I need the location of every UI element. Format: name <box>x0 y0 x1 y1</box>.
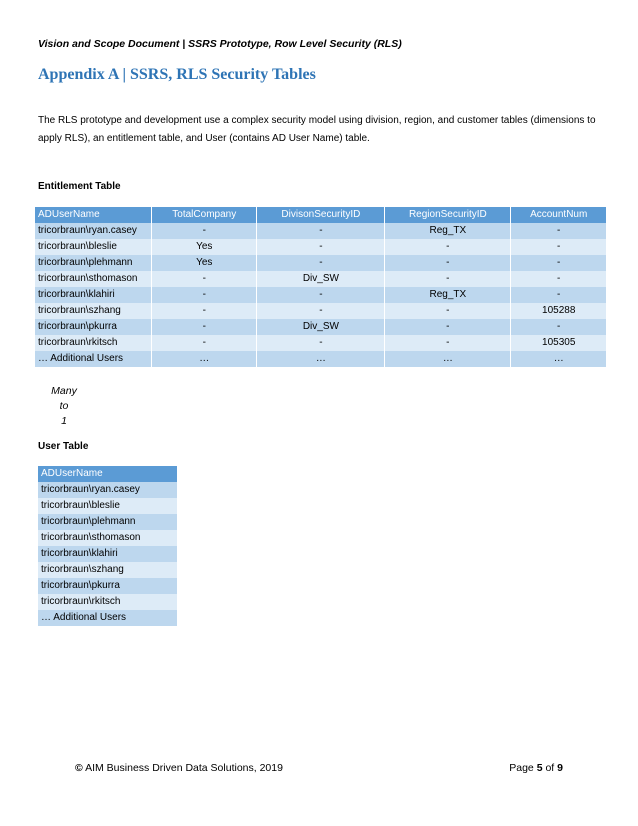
table-cell: … <box>152 351 257 367</box>
table-header-row <box>38 466 178 482</box>
table-row <box>35 271 607 287</box>
column-header: AccountNum <box>511 207 607 223</box>
column-header: DivisonSecurityID <box>257 207 385 223</box>
table-cell: … <box>385 351 511 367</box>
intro-paragraph: The RLS prototype and development use a complex security model using division, region, and customer tables (dimensions to apply RLS), an entitlement table, and User (contains AD User Name) table. <box>38 115 596 144</box>
table-row <box>35 351 607 367</box>
table-cell: - <box>257 223 385 239</box>
table-cell: tricorbraun\klahiri <box>35 287 152 303</box>
table-cell: Yes <box>152 239 257 255</box>
table-cell: - <box>257 239 385 255</box>
table-header-row <box>35 207 607 223</box>
table-cell: - <box>152 335 257 351</box>
relationship-label-line: 1 <box>61 415 67 427</box>
table-cell: tricorbraun\plehmann <box>35 255 152 271</box>
table-cell: - <box>385 255 511 271</box>
table-row <box>38 498 178 514</box>
table-cell: - <box>385 239 511 255</box>
column-header: TotalCompany <box>152 207 257 223</box>
table-row <box>38 594 178 610</box>
table-row <box>38 482 178 498</box>
relationship-label <box>50 384 78 429</box>
table-cell: Div_SW <box>257 319 385 335</box>
table-cell: tricorbraun\sthomason <box>38 530 178 546</box>
column-header: ADUserName <box>38 466 178 482</box>
table-cell: tricorbraun\sthomason <box>35 271 152 287</box>
table-cell: - <box>511 255 607 271</box>
table-cell: tricorbraun\rkitsch <box>35 335 152 351</box>
footer-company: AIM Business Driven Data Solutions, 2019 <box>85 762 283 774</box>
table-cell: tricorbraun\ryan.casey <box>35 223 152 239</box>
footer-page-number <box>509 762 563 774</box>
table-row <box>38 610 178 626</box>
user-table-heading: User Table <box>38 441 89 452</box>
table-cell: tricorbraun\szhang <box>38 562 178 578</box>
table-cell: - <box>152 271 257 287</box>
table-cell: - <box>152 223 257 239</box>
column-header: ADUserName <box>35 207 152 223</box>
table-cell: - <box>152 319 257 335</box>
table-cell: - <box>511 239 607 255</box>
relationship-label-line: Many <box>51 385 77 397</box>
table-cell: - <box>385 319 511 335</box>
table-cell: … <box>511 351 607 367</box>
table-row <box>35 303 607 319</box>
table-cell: Div_SW <box>257 271 385 287</box>
table-row <box>35 239 607 255</box>
entitlement-table-heading: Entitlement Table <box>38 181 121 192</box>
table-row <box>38 578 178 594</box>
page-title: Appendix A | SSRS, RLS Security Tables <box>38 66 316 83</box>
page-current: 5 <box>536 762 543 774</box>
table-cell: Reg_TX <box>385 287 511 303</box>
table-cell: - <box>385 303 511 319</box>
table-cell: tricorbraun\rkitsch <box>38 594 178 610</box>
table-cell: tricorbraun\bleslie <box>38 498 178 514</box>
table-cell: tricorbraun\ryan.casey <box>38 482 178 498</box>
table-cell: - <box>385 335 511 351</box>
table-cell: - <box>257 303 385 319</box>
table-cell: 105288 <box>511 303 607 319</box>
table-row <box>35 335 607 351</box>
table-cell: tricorbraun\bleslie <box>35 239 152 255</box>
footer-copyright <box>75 762 283 774</box>
table-cell: - <box>257 335 385 351</box>
table-cell: - <box>152 287 257 303</box>
document-header: Vision and Scope Document | SSRS Prototype, Row Level Security (RLS) <box>38 38 402 50</box>
table-cell: … Additional Users <box>38 610 178 626</box>
table-row <box>35 287 607 303</box>
table-row <box>38 514 178 530</box>
table-cell: - <box>511 271 607 287</box>
table-cell: - <box>511 319 607 335</box>
table-cell: - <box>152 303 257 319</box>
table-cell: tricorbraun\plehmann <box>38 514 178 530</box>
table-cell: tricorbraun\pkurra <box>38 578 178 594</box>
table-row <box>38 562 178 578</box>
table-cell: … <box>257 351 385 367</box>
copyright-icon: © <box>75 762 83 774</box>
table-cell: tricorbraun\pkurra <box>35 319 152 335</box>
table-cell: - <box>511 223 607 239</box>
table-cell: … Additional Users <box>35 351 152 367</box>
table-cell: - <box>385 271 511 287</box>
table-row <box>38 530 178 546</box>
table-cell: tricorbraun\klahiri <box>38 546 178 562</box>
table-cell: - <box>257 255 385 271</box>
table-cell: - <box>257 287 385 303</box>
table-cell: 105305 <box>511 335 607 351</box>
table-row <box>38 546 178 562</box>
page-label: Page <box>509 762 534 774</box>
table-cell: - <box>511 287 607 303</box>
page-of: of <box>545 762 555 774</box>
table-cell: tricorbraun\szhang <box>35 303 152 319</box>
table-row <box>35 319 607 335</box>
entitlement-table <box>35 207 607 367</box>
table-cell: Yes <box>152 255 257 271</box>
column-header: RegionSecurityID <box>385 207 511 223</box>
page-total: 9 <box>557 762 563 774</box>
user-table <box>38 466 178 626</box>
table-cell: Reg_TX <box>385 223 511 239</box>
relationship-label-line: to <box>59 400 69 412</box>
table-row <box>35 255 607 271</box>
table-row <box>35 223 607 239</box>
